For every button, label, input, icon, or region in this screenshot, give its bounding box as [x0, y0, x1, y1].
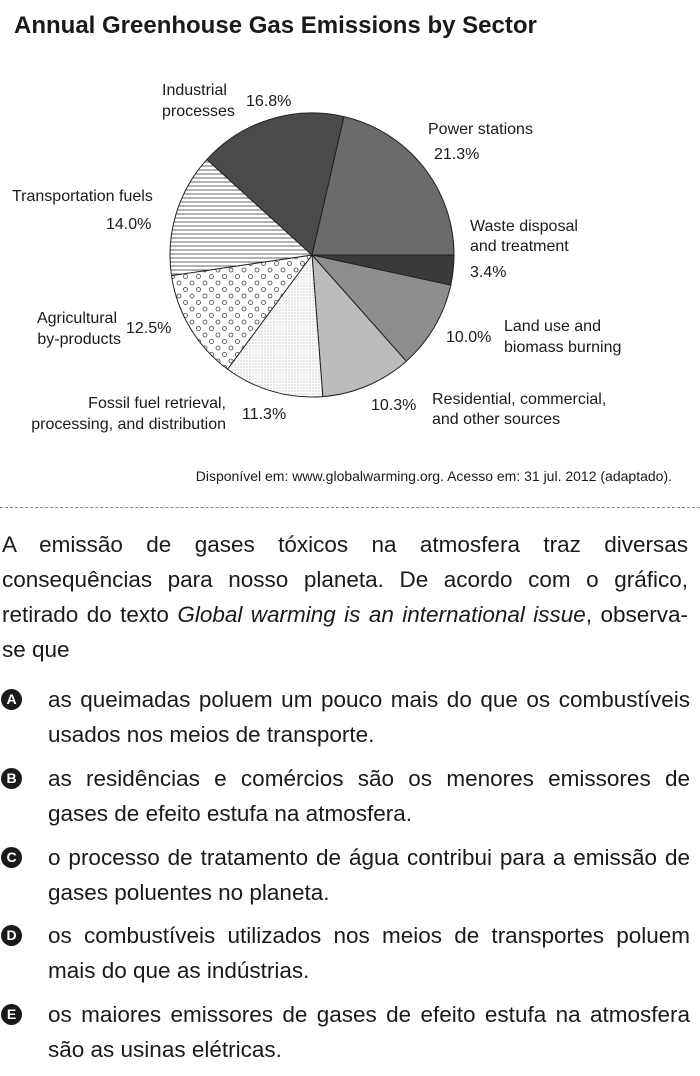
- option-a-badge: A: [1, 689, 22, 710]
- option-e-badge: E: [1, 1004, 22, 1025]
- label-ind-name-2: processes: [162, 103, 235, 120]
- label-fossil-pct: 11.3%: [242, 406, 287, 423]
- label-waste-name-1: Waste disposal: [470, 218, 578, 235]
- label-land-name-1: Land use and: [504, 318, 601, 335]
- label-land-pct: 10.0%: [446, 329, 492, 346]
- label-power-pct: 21.3%: [434, 146, 480, 163]
- dashed-divider: [0, 507, 700, 508]
- label-waste-name-2: and treatment: [470, 238, 569, 255]
- label-fossil-name-1: Fossil fuel retrieval,: [88, 395, 226, 412]
- label-agri-name-1: Agricultural: [36, 310, 117, 327]
- chart-title: Annual Greenhouse Gas Emissions by Sector: [14, 12, 537, 39]
- label-res-name-2: and other sources: [432, 411, 561, 428]
- question-text: [2, 527, 688, 667]
- pie-chart: [0, 0, 700, 460]
- option-d-text: os combustíveis utilizados nos meios de transportes poluem mais do que as indústrias.: [48, 923, 690, 983]
- label-ind-name-1: Industrial: [162, 82, 227, 99]
- question-part-1: A emissão de gases tóxicos na atmosfera traz diversas consequências para nosso planeta. De acordo com o gráfico, retirado do texto: [2, 532, 688, 627]
- label-agri-name-2: by-products: [37, 331, 121, 348]
- source-note: Disponível em: www.globalwarming.org. Acesso em: 31 jul. 2012 (adaptado).: [195, 468, 672, 484]
- label-land-name-2: biomass burning: [504, 339, 622, 356]
- option-b-text: as residências e comércios são os menores emissores de gases de efeito estufa na atmosfera.: [48, 766, 690, 826]
- option-e-text: os maiores emissores de gases de efeito estufa na atmosfera são as usinas elétricas.: [48, 1002, 690, 1062]
- label-trans-pct: 14.0%: [106, 216, 152, 233]
- option-d-badge: D: [1, 925, 22, 946]
- label-waste-pct: 3.4%: [470, 264, 507, 281]
- label-ind-pct: 16.8%: [246, 93, 292, 110]
- label-fossil-name-2: processing, and distribution: [31, 416, 226, 433]
- question-italic-title: Global warming is an international issue: [177, 602, 586, 627]
- label-trans-name: Transportation fuels: [12, 188, 153, 205]
- label-agri-pct: 12.5%: [126, 320, 172, 337]
- option-c-badge: C: [1, 847, 22, 868]
- label-res-pct: 10.3%: [371, 397, 417, 414]
- label-power-name: Power stations: [428, 121, 533, 138]
- option-c-text: o processo de tratamento de água contribui para a emissão de gases poluentes no planeta.: [48, 845, 690, 905]
- question-part-2: , observa-se que: [2, 602, 688, 662]
- option-a-text: as queimadas poluem um pouco mais do que os combustíveis usados nos meios de transporte.: [48, 687, 690, 747]
- option-b-badge: B: [1, 768, 22, 789]
- label-res-name-1: Residential, commercial,: [432, 391, 607, 408]
